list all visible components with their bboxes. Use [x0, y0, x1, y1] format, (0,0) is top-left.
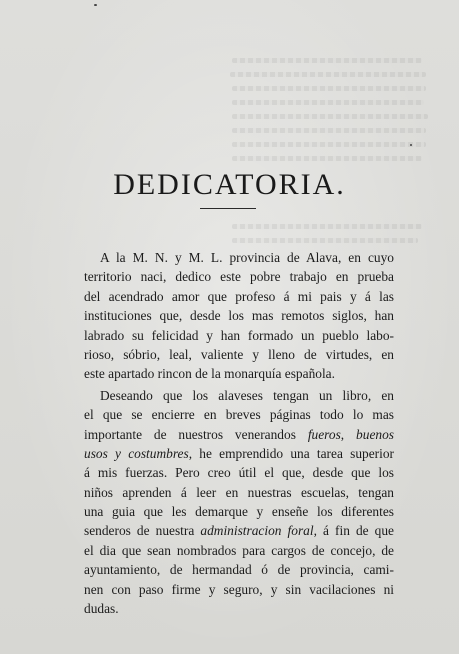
text-line: rioso, sóbrio, leal, valiente y lleno de virtudes, en [84, 346, 394, 362]
text-line: Deseando que los alaveses tengan un libro, en [100, 387, 394, 403]
text-run: senderos de nuestra [84, 523, 195, 539]
text-line: niños aprenden á leer en nuestras escuelas, tengan [84, 484, 394, 500]
text-line: á mis fuerzas. Pero creo útil el que, desde que los [84, 465, 394, 481]
text-line: este apartado rincon de la monarquía española. [84, 366, 335, 382]
text-line [84, 444, 394, 463]
italic-term: buenos [356, 426, 394, 442]
text-line: el que se encierre en breves páginas todo lo mas [84, 407, 394, 423]
text-line: labrado su felicidad y han formado un pueblo labo- [84, 327, 394, 343]
text-line: el dia que sean nombrados para cargos de concejo, de [84, 542, 394, 558]
text-line: dudas. [84, 601, 119, 617]
italic-term: usos y costumbres [84, 445, 189, 461]
text-run: , [340, 426, 345, 442]
text-line: instituciones que, desde los mas remotos siglos, han [84, 308, 394, 324]
ink-speck [94, 4, 97, 6]
text-run: importante de nuestros venerandos [84, 426, 296, 442]
ink-speck [410, 144, 412, 146]
text-line [84, 521, 394, 540]
text-line [84, 425, 394, 444]
page-title: DEDICATORIA. [113, 168, 346, 201]
text-line: ayuntamiento, de hermandad ó de provincia, cami- [84, 562, 394, 578]
title-underline [200, 208, 256, 209]
text-line: A la M. N. y M. L. provincia de Alava, en cuyo [100, 250, 394, 265]
text-run: , á fin de que [313, 523, 395, 539]
text-line: una guia que les demarque y enseñe los diferentes [84, 504, 394, 520]
italic-term: administracion foral [200, 523, 314, 539]
italic-term: fueros [307, 426, 341, 442]
text-line: del acendrado amor que profeso á mi pais y á las [84, 288, 394, 304]
text-run: , he emprendido una tarea superior [188, 445, 395, 461]
dedication-text [84, 248, 394, 618]
text-line: nen con paso firme y seguro, y sin vacilaciones ni [84, 581, 394, 597]
text-line: territorio naci, dedico este pobre trabajo en prueba [84, 269, 394, 285]
